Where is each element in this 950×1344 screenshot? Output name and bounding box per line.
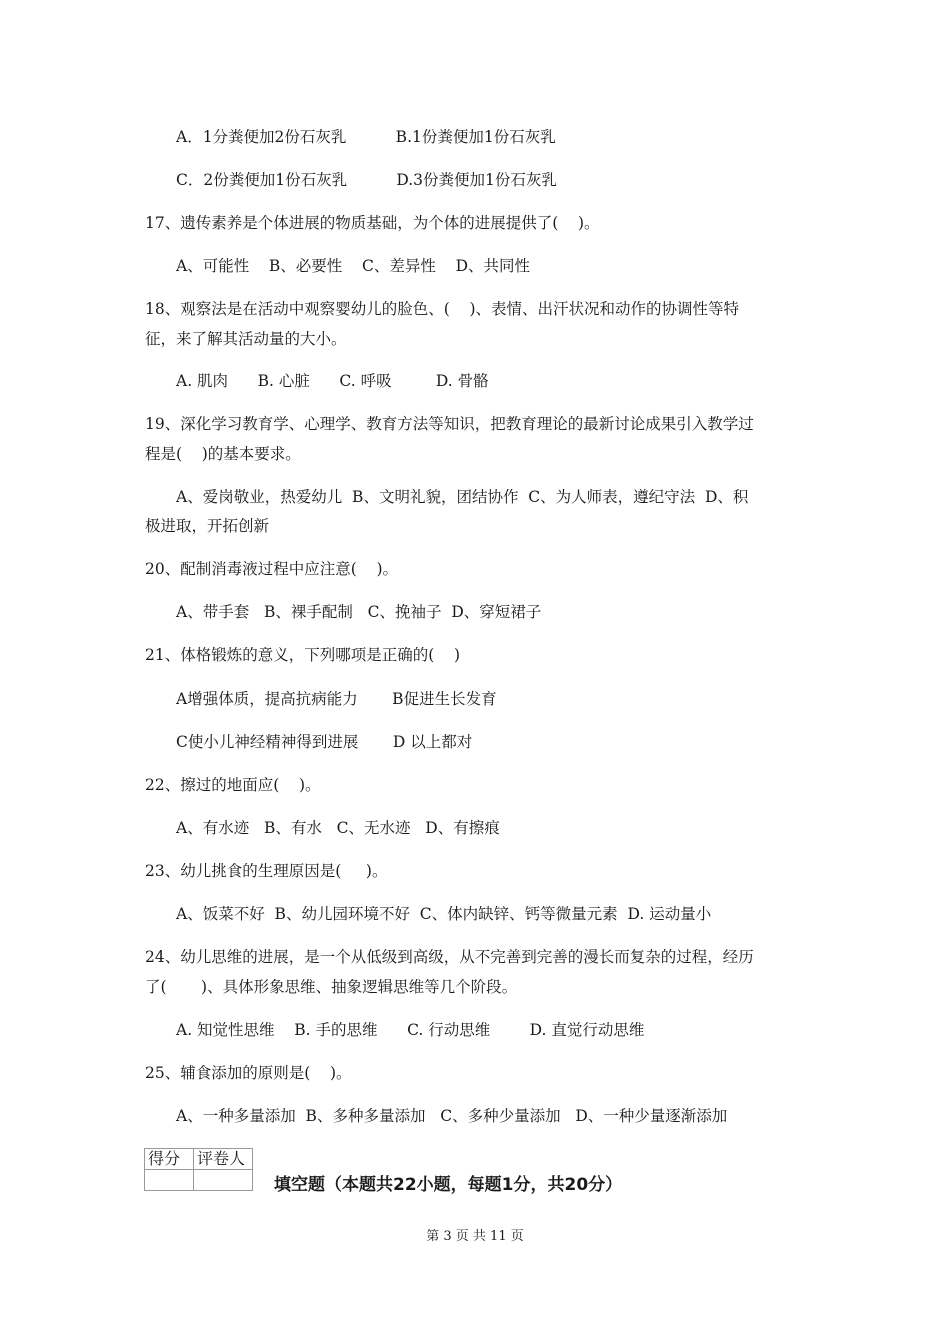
question-21: 21、体格锻炼的意义，下列哪项是正确的( ) [145, 646, 461, 664]
option-line-cont: 极进取，开拓创新 [145, 517, 270, 535]
grader-cell [194, 1170, 253, 1191]
option-line: A增强体质，提高抗病能力 B促进生长发育 [176, 690, 497, 708]
option-line: C使小儿神经精神得到进展 D 以上都对 [176, 733, 473, 751]
question-24-cont: 了( )、具体形象思维、抽象逻辑思维等几个阶段。 [145, 978, 518, 996]
option-line: A、可能性 B、必要性 C、差异性 D、共同性 [176, 257, 530, 275]
question-19-cont: 程是( )的基本要求。 [145, 445, 301, 463]
option-line: A．1分粪便加2份石灰乳 B.1份粪便加1份石灰乳 [176, 128, 556, 146]
option-line: A. 知觉性思维 B. 手的思维 C. 行动思维 D. 直觉行动思维 [176, 1021, 645, 1039]
score-header: 得分 [145, 1149, 194, 1170]
option-line: C．2份粪便加1份石灰乳 D.3份粪便加1份石灰乳 [176, 171, 557, 189]
question-19: 19、深化学习教育学、心理学、教育方法等知识，把教育理论的最新讨论成果引入教学过 [145, 415, 754, 433]
option-line: A、饭菜不好 B、幼儿园环境不好 C、体内缺锌、钙等微量元素 D. 运动量小 [176, 905, 712, 923]
question-24: 24、幼儿思维的进展，是一个从低级到高级，从不完善到完善的漫长而复杂的过程，经历 [145, 948, 754, 966]
question-25: 25、辅食添加的原则是( )。 [145, 1064, 352, 1082]
option-line: A、有水迹 B、有水 C、无水迹 D、有擦痕 [176, 819, 500, 837]
score-table [144, 1148, 253, 1191]
question-22: 22、擦过的地面应( )。 [145, 776, 321, 794]
question-23: 23、幼儿挑食的生理原因是( )。 [145, 862, 388, 880]
section-title: 填空题（本题共22小题，每题1分，共20分） [274, 1175, 623, 1195]
option-line: A、一种多量添加 B、多种多量添加 C、多种少量添加 D、一种少量逐渐添加 [176, 1107, 728, 1125]
question-18: 18、观察法是在活动中观察婴幼儿的脸色、( )、表情、出汗状况和动作的协调性等特 [145, 300, 740, 318]
question-18-cont: 征，来了解其活动量的大小。 [145, 330, 347, 348]
question-20: 20、配制消毒液过程中应注意( )。 [145, 560, 399, 578]
option-line: A. 肌肉 B. 心脏 C. 呼吸 D. 骨骼 [176, 372, 489, 390]
option-line: A、爱岗敬业，热爱幼儿 B、文明礼貌，团结协作 C、为人师表，遵纪守法 D、积 [176, 488, 749, 506]
page-footer: 第 3 页 共 11 页 [426, 1229, 524, 1244]
grader-header: 评卷人 [194, 1149, 253, 1170]
option-line: A、带手套 B、裸手配制 C、挽袖子 D、穿短裙子 [176, 603, 542, 621]
question-17: 17、遗传素养是个体进展的物质基础，为个体的进展提供了( )。 [145, 214, 600, 232]
score-cell [145, 1170, 194, 1191]
